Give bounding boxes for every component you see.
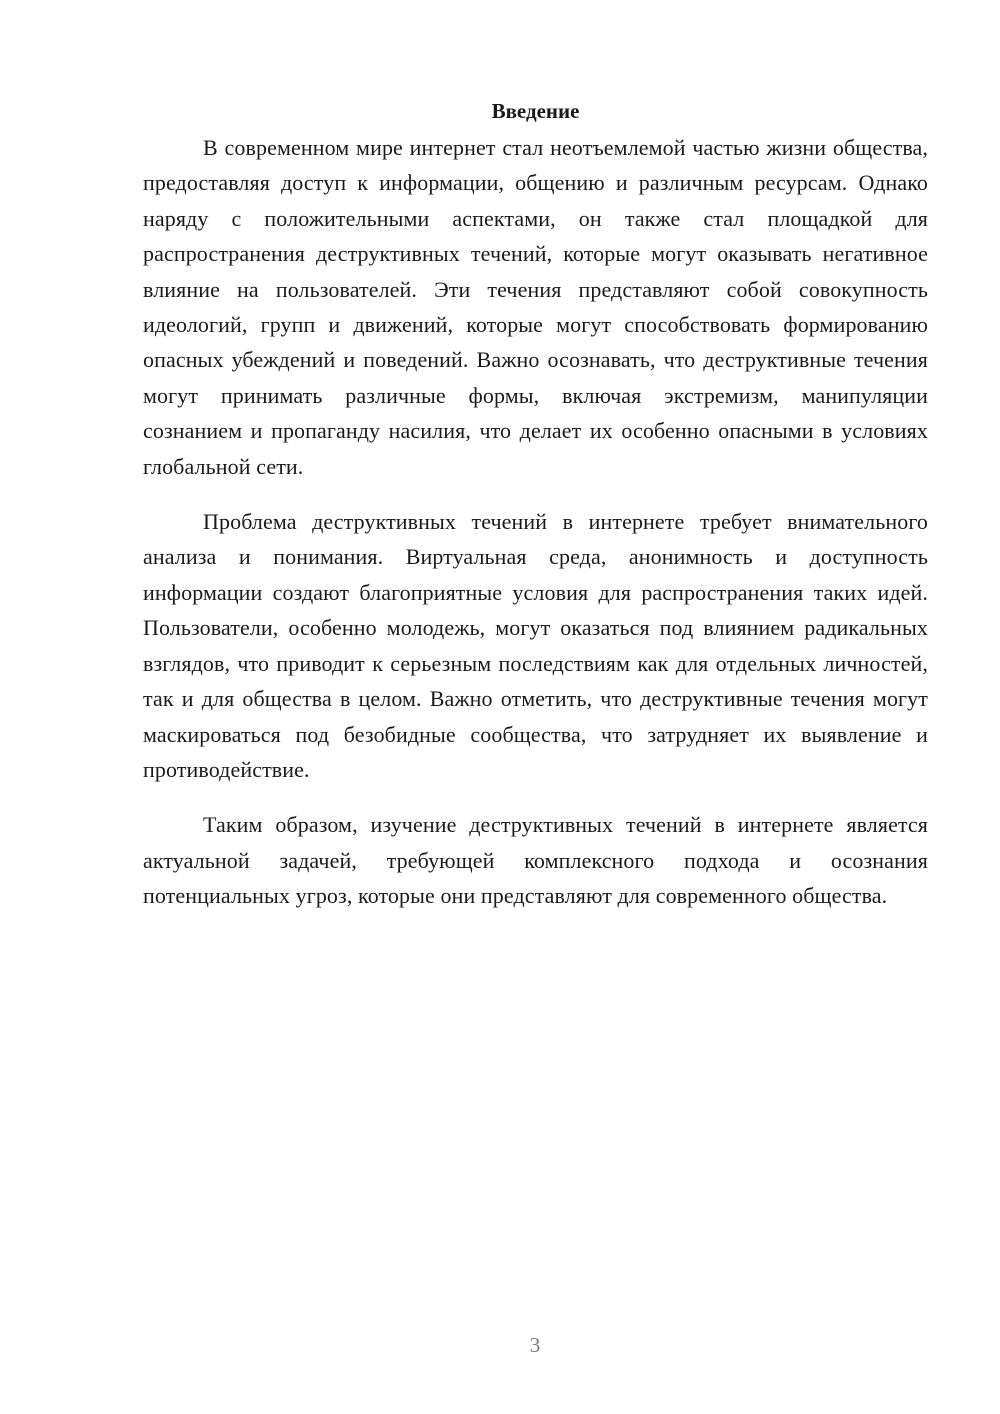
page-number: 3	[529, 1333, 541, 1357]
section-heading: Введение	[491, 99, 580, 123]
paragraph-1: В современном мире интернет стал неотъемлемой частью жизни общества, предоставляя доступ к информации, общению и различным ресурсам. Однако наряду с положительными аспектами, он также стал площадкой для распространения деструктивных течений, которые могут оказывать негативное влияние на пользователей. Эти течения представляют собой совокупность идеологий, групп и движений, которые могут способствовать формированию опасных убеждений и поведений. Важно осознавать, что деструктивные течения могут принимать различные формы, включая экстремизм, манипуляции сознанием и пропаганду насилия, что делает их особенно опасными в условиях глобальной сети.	[143, 135, 928, 479]
paragraph-2: Проблема деструктивных течений в интернете требует внимательного анализа и понимания. Виртуальная среда, анонимность и доступность информации создают благоприятные условия для распространения таких идей. Пользователи, особенно молодежь, могут оказаться под влиянием радикальных взглядов, что приводит к серьезным последствиям как для отдельных личностей, так и для общества в целом. Важно отметить, что деструктивные течения могут маскироваться под безобидные сообщества, что затрудняет их выявление и противодействие.	[143, 509, 928, 782]
page-body	[143, 92, 928, 914]
paragraph-3: Таким образом, изучение деструктивных течений в интернете является актуальной задачей, требующей комплексного подхода и осознания потенциальных угроз, которые они представляют для современного общества.	[143, 812, 928, 909]
